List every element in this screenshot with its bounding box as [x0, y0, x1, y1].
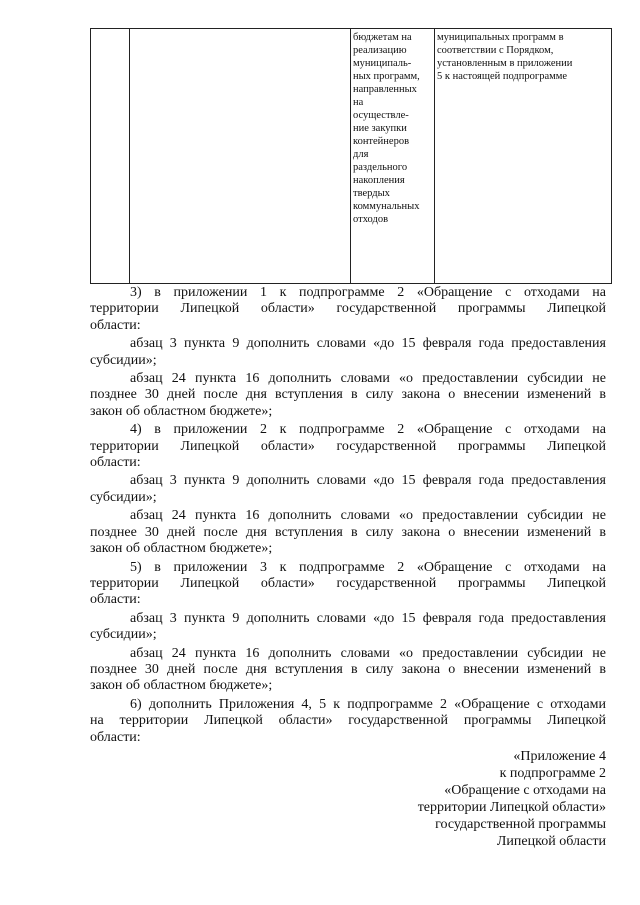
paragraph-line: области:: [90, 455, 141, 471]
table-cell-number: [91, 29, 130, 284]
table-cell-text-line: ных программ,: [353, 71, 420, 82]
paragraph-line: позднее 30 дней после дня вступления в силу закона о внесении изменений в: [90, 661, 606, 677]
paragraph: [90, 611, 606, 644]
table-cell-text-line: отходов: [353, 214, 389, 225]
paragraph-line: 3) в приложении 1 к подпрограмме 2 «Обращение с отходами на: [130, 285, 606, 300]
table-cell-text-line: раздельного: [353, 162, 408, 173]
paragraph-line: абзац 3 пункта 9 дополнить словами «до 15 февраля года предоставления: [130, 336, 606, 352]
table-cell-text-line: муниципальных программ в: [437, 32, 564, 43]
paragraph: [90, 371, 606, 420]
paragraph-line: территории Липецкой области» государственной программы Липецкой: [90, 575, 606, 591]
table-cell-name: [130, 29, 351, 284]
table-cell-text-line: соответствии с Порядком,: [437, 45, 554, 56]
paragraph-line: абзац 24 пункта 16 дополнить словами «о предоставлении субсидии не: [130, 371, 606, 387]
appendix-heading-line: «Обращение с отходами на: [444, 783, 606, 798]
paragraph-line: субсидии»;: [90, 352, 157, 368]
appendix-heading-line: Липецкой области: [496, 834, 606, 849]
appendix-heading-line: территории Липецкой области»: [417, 800, 606, 815]
appendix-heading-line: к подпрограмме 2: [499, 766, 606, 781]
paragraph-line: абзац 3 пункта 9 дополнить словами «до 15 февраля года предоставления: [130, 473, 606, 489]
table-cell-text-line: бюджетам на: [353, 32, 412, 43]
table-cell-text-line: направленных: [353, 84, 417, 95]
paragraph: [90, 422, 606, 471]
table-cell-text-line: для: [353, 149, 369, 160]
table-cell-text-line: накопления: [353, 175, 405, 186]
paragraph-line: абзац 3 пункта 9 дополнить словами «до 15 февраля года предоставления: [130, 610, 606, 626]
table-cell-text-line: на: [353, 97, 364, 108]
paragraph-line: на территории Липецкой области» государственной программы Липецкой: [90, 713, 606, 729]
paragraph: [90, 560, 606, 609]
paragraph-line: закон об областном бюджете»;: [90, 541, 273, 557]
paragraph-line: территории Липецкой области» государственной программы Липецкой: [90, 438, 606, 454]
table-cell-text-line: муниципаль-: [353, 58, 412, 69]
paragraph-line: территории Липецкой области» государственной программы Липецкой: [90, 301, 606, 317]
appendix-heading-line: государственной программы: [435, 817, 606, 832]
paragraph: [90, 508, 606, 557]
paragraph-line: области:: [90, 592, 141, 608]
paragraph: [90, 697, 606, 746]
paragraph: [90, 285, 606, 334]
paragraph-line: субсидии»;: [90, 489, 157, 505]
table-cell-text-line: реализацию: [353, 45, 407, 56]
paragraph-line: позднее 30 дней после дня вступления в силу закона о внесении изменений в: [90, 387, 606, 403]
table-cell-text-line: контейнеров: [353, 136, 410, 147]
paragraph-line: 4) в приложении 2 к подпрограмме 2 «Обращение с отходами на: [130, 422, 606, 438]
paragraph-line: области:: [90, 729, 141, 745]
paragraph-line: субсидии»;: [90, 627, 157, 643]
appendix-heading-line: «Приложение 4: [513, 749, 606, 764]
document-body: [90, 285, 606, 746]
appendix-heading: [418, 748, 606, 850]
table-cell-text-line: 5 к настоящей подпрограмме: [437, 71, 568, 82]
paragraph: [90, 336, 606, 369]
paragraph: [90, 646, 606, 695]
table-cell-text-line: осуществле-: [353, 110, 409, 121]
table-cell-text-line: ние закупки: [353, 123, 407, 134]
paragraph-line: позднее 30 дней после дня вступления в силу закона о внесении изменений в: [90, 524, 606, 540]
table-cell-description: [435, 29, 612, 284]
paragraph-line: абзац 24 пункта 16 дополнить словами «о предоставлении субсидии не: [130, 645, 606, 661]
paragraph-line: области:: [90, 317, 141, 333]
table-cell-indicator: [351, 29, 435, 284]
paragraph-line: 6) дополнить Приложения 4, 5 к подпрограмме 2 «Обращение с отходами: [130, 696, 606, 712]
continuation-table: [90, 28, 612, 284]
paragraph-line: закон об областном бюджете»;: [90, 678, 273, 694]
table-cell-text-line: установленным в приложении: [437, 58, 573, 69]
table-cell-text-line: коммунальных: [353, 201, 420, 212]
table-row: [91, 29, 612, 284]
paragraph-line: закон об областном бюджете»;: [90, 403, 273, 419]
paragraph-line: 5) в приложении 3 к подпрограмме 2 «Обращение с отходами на: [130, 559, 606, 575]
table-cell-text-line: твердых: [353, 188, 390, 199]
paragraph: [90, 473, 606, 506]
paragraph-line: абзац 24 пункта 16 дополнить словами «о предоставлении субсидии не: [130, 508, 606, 524]
